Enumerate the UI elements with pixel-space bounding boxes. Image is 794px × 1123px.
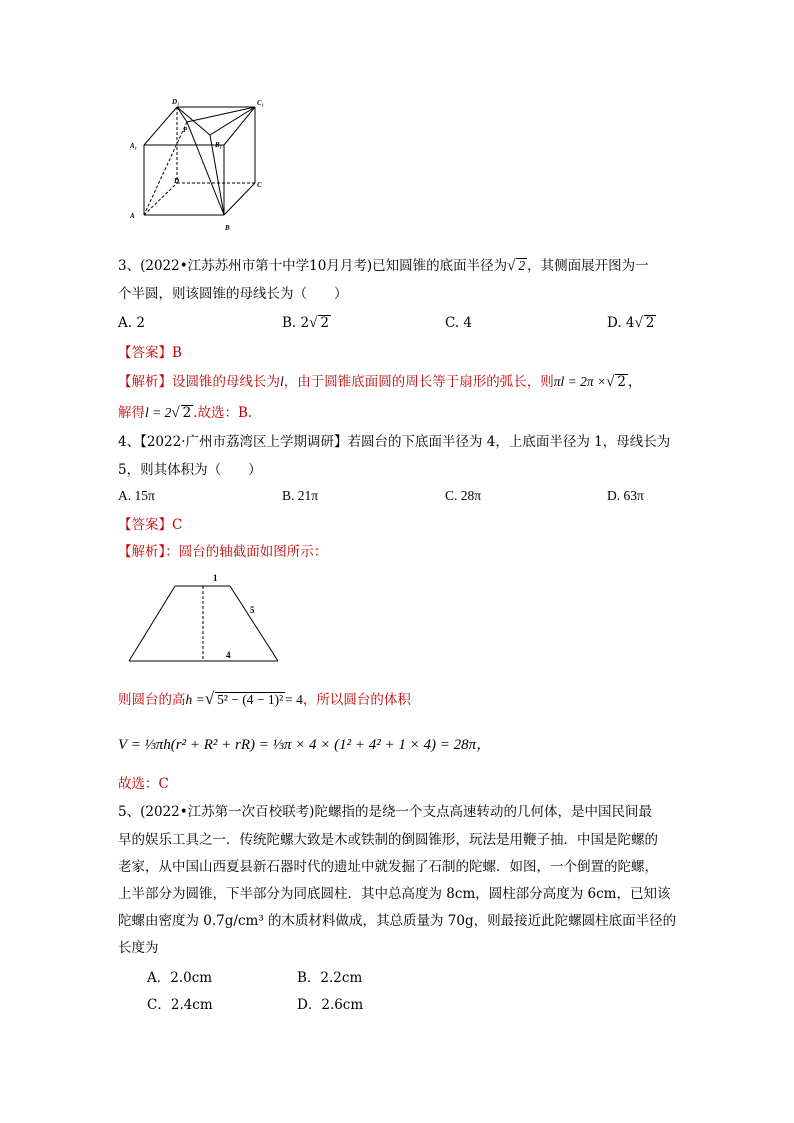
q5-line6: 长度为 bbox=[118, 940, 159, 956]
q3-solve-rad: 2 bbox=[182, 405, 192, 421]
q4-height-post: ，所以圆台的体积 bbox=[302, 692, 411, 708]
q3-option-d-text: D. 4 bbox=[607, 315, 635, 331]
q4-height-res: = 4 bbox=[285, 692, 303, 707]
q3-option-b[interactable]: B. 2√ 2 bbox=[282, 315, 329, 331]
q3-option-d-rad: 2 bbox=[645, 315, 655, 331]
q3-solve-post: .故选：B. bbox=[193, 405, 253, 421]
q4-option-a[interactable]: A. 15π bbox=[118, 488, 155, 503]
q5-option-c[interactable]: C．2.4cm bbox=[147, 997, 213, 1013]
label-p: P bbox=[183, 126, 188, 134]
q3-line1: 3、(2022•江苏苏州市第十中学10月月考)已知圆锥的底面半径为√ 2 ，其侧面展开图为一 bbox=[118, 258, 649, 274]
q3-solve-eq: l = 2 bbox=[145, 405, 172, 420]
label-d1: D₁ bbox=[172, 98, 180, 106]
label-a: A bbox=[130, 212, 135, 220]
q5-option-a[interactable]: A．2.0cm bbox=[147, 970, 213, 986]
label-b: B bbox=[225, 224, 230, 232]
label-c1: C₁ bbox=[257, 99, 265, 107]
q4-height: 则圆台的高h =√ 5² − (4 − 1)² = 4，所以圆台的体积 bbox=[118, 689, 411, 708]
label-d: D bbox=[174, 177, 180, 185]
label-a1: A₁ bbox=[130, 142, 138, 150]
label-c: C bbox=[257, 181, 262, 189]
q3-analysis-text: 【解析】设圆锥的母线长为 bbox=[118, 374, 280, 390]
q3-analysis-var: l bbox=[280, 374, 284, 389]
q3-option-b-rad: 2 bbox=[320, 315, 329, 331]
q3-answer: 【答案】B bbox=[118, 345, 182, 361]
q4-choose: 故选：C bbox=[118, 776, 169, 792]
q5-line3: 老家，从中国山西夏县新石器时代的遗址中就发掘了石制的陀螺．如图，一个倒置的陀螺， bbox=[118, 859, 658, 875]
q4-height-eq: h = bbox=[185, 692, 205, 707]
trap-bottom-label: 4 bbox=[226, 650, 231, 660]
trap-top-label: 1 bbox=[213, 573, 218, 583]
q3-analysis-eq: πl = 2π × bbox=[553, 374, 607, 389]
q3-line2: 个半圆，则该圆锥的母线长为（ ） bbox=[118, 286, 348, 302]
q4-volume: V = ⅓πh(r² + R² + rR) = ⅓π × 4 × (1² + 4² + 1 × 4) = 28π， bbox=[118, 737, 492, 753]
q3-option-a[interactable]: A. 2 bbox=[118, 315, 145, 331]
q3-analysis-end: ， bbox=[627, 374, 642, 390]
cube-figure bbox=[125, 95, 275, 235]
q4-option-d[interactable]: D. 63π bbox=[607, 488, 644, 503]
q3-radicand: 2 bbox=[518, 258, 526, 273]
q5-line1: 5、(2022•江苏第一次百校联考)陀螺指的是绕一个支点高速转动的几何体，是中国民间最 bbox=[118, 804, 652, 820]
label-b1: B₁ bbox=[215, 141, 223, 149]
q4-answer: 【答案】C bbox=[118, 517, 183, 533]
q4-line2: 5，则其体积为（ ） bbox=[118, 462, 262, 478]
q4-analysis: 【解析】：圆台的轴截面如图所示： bbox=[118, 544, 328, 560]
q5-line5: 陀螺由密度为 0.7g/cm³ 的木质材料做成，其总质量为 70g，则最接近此陀螺圆柱底面半径的 bbox=[118, 913, 677, 929]
trapezoid-figure bbox=[125, 570, 285, 666]
q3-analysis-rad: 2 bbox=[617, 374, 626, 390]
q3-analysis: 【解析】设圆锥的母线长为l，由于圆锥底面圆的周长等于扇形的弧长，则πl = 2π ×√ 2 ， bbox=[118, 374, 642, 390]
q4-line1: 4、【2022·广州市荔湾区上学期调研】若圆台的下底面半径为 4，上底面半径为 1，母线长为 bbox=[118, 434, 671, 450]
q5-option-b[interactable]: B．2.2cm bbox=[297, 970, 363, 986]
q5-option-d[interactable]: D．2.6cm bbox=[297, 997, 364, 1013]
q3-option-c[interactable]: C. 4 bbox=[445, 315, 473, 331]
trap-side-label: 5 bbox=[250, 605, 255, 615]
q5-line2: 早的娱乐工具之一．传统陀螺大致是木或铁制的倒圆锥形，玩法是用鞭子抽．中国是陀螺的 bbox=[118, 832, 658, 848]
q3-option-b-text: B. 2 bbox=[282, 315, 310, 331]
q3-solve: 解得l = 2√ 2 .故选：B. bbox=[118, 405, 253, 421]
q3-solve-pre: 解得 bbox=[118, 405, 145, 421]
q4-height-rad: 5² − (4 − 1)² bbox=[217, 692, 284, 707]
q3-text1: 3、(2022•江苏苏州市第十中学10月月考)已知圆锥的底面半径为 bbox=[118, 258, 508, 274]
q4-option-b[interactable]: B. 21π bbox=[282, 488, 319, 503]
q4-option-c[interactable]: C. 28π bbox=[445, 488, 482, 503]
q3-analysis-mid: ，由于圆锥底面圆的周长等于扇形的弧长，则 bbox=[283, 374, 554, 390]
q5-line4: 上半部分为圆锥，下半部分为同底圆柱．其中总高度为 8cm，圆柱部分高度为 6cm，已知该 bbox=[118, 886, 671, 902]
q3-text1b: ，其侧面展开图为一 bbox=[527, 258, 649, 274]
q4-height-pre: 则圆台的高 bbox=[118, 692, 186, 708]
q3-option-d[interactable]: D. 4√ 2 bbox=[607, 315, 655, 331]
